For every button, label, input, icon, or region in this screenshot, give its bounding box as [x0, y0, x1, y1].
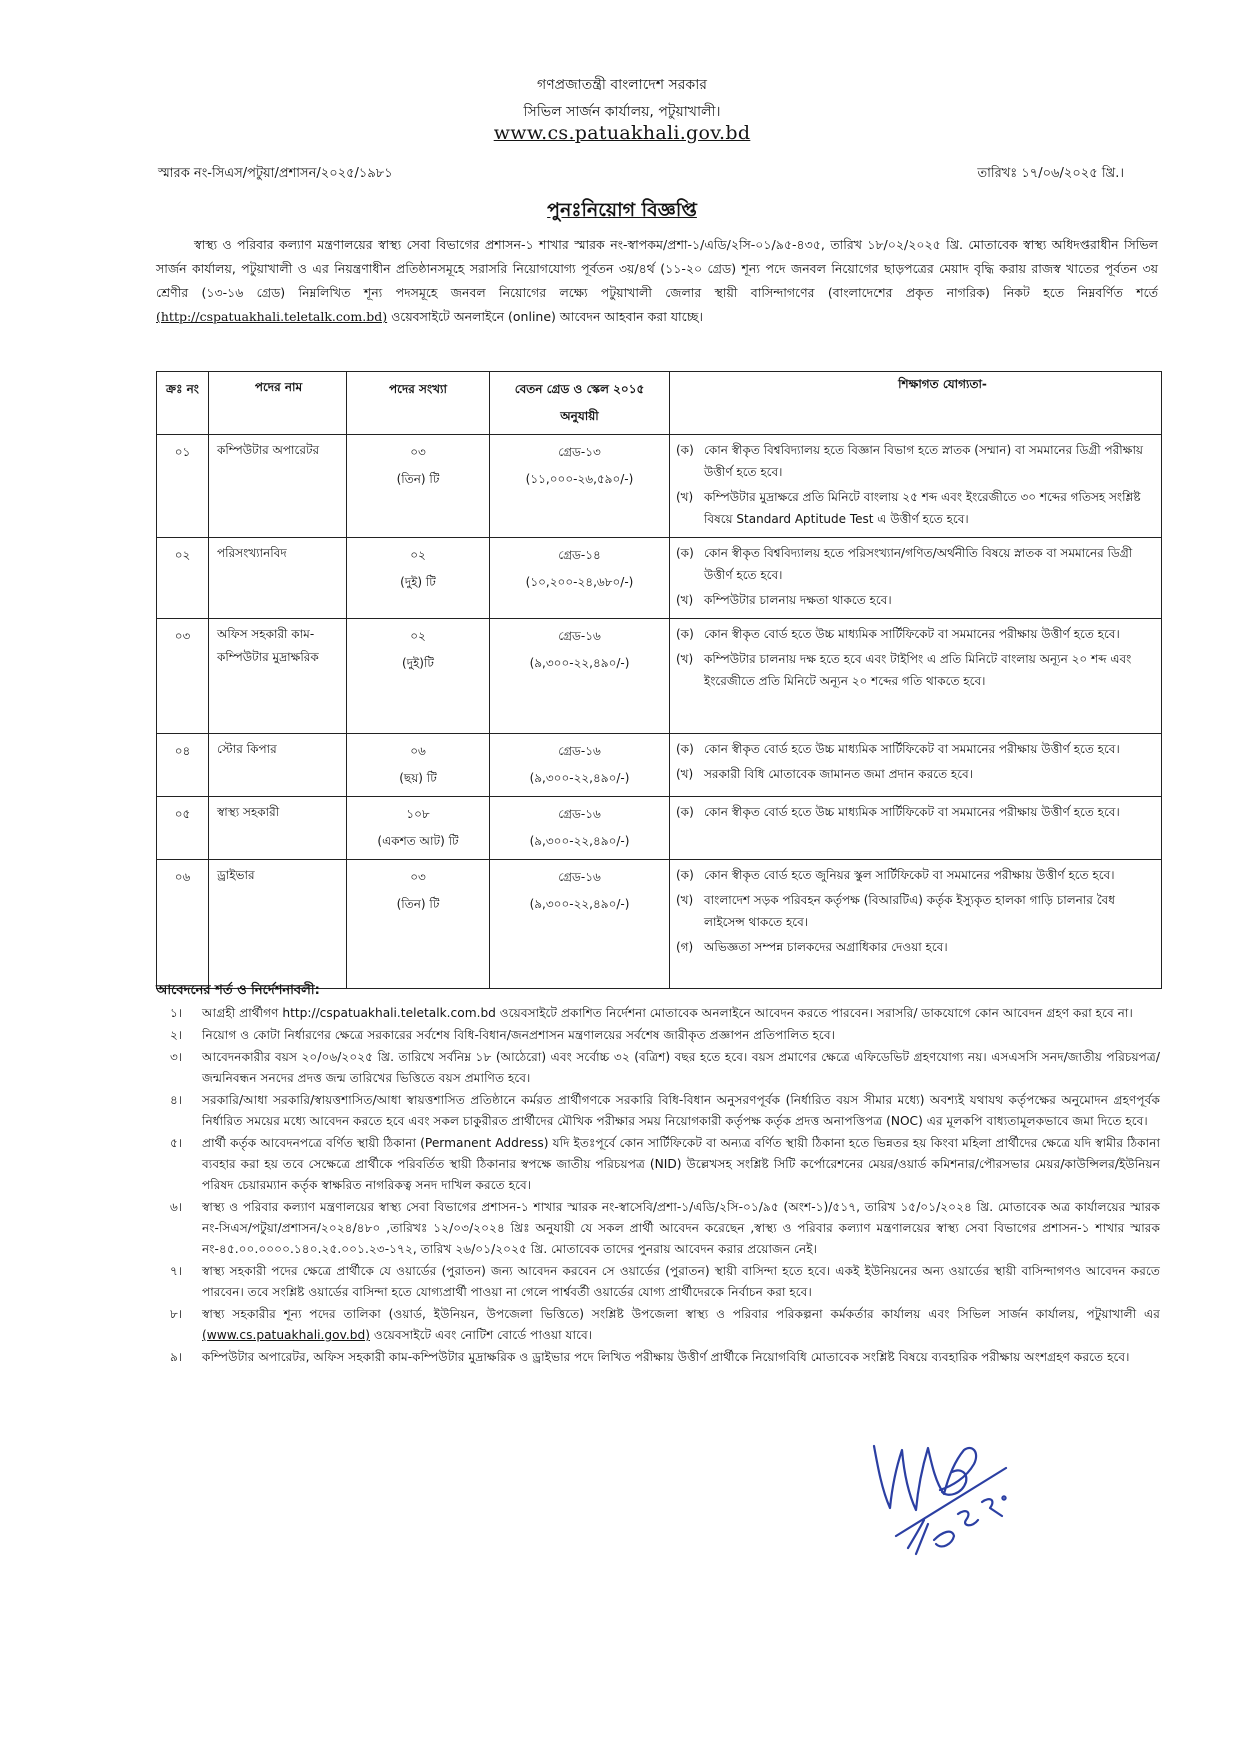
- row-post: স্বাস্থ্য সহকারী: [208, 797, 346, 859]
- row-qualification: [669, 860, 1161, 988]
- row-pay: [489, 797, 669, 859]
- header-pay: বেতন গ্রেড ও স্কেল ২০১৫ অনুযায়ী: [489, 372, 669, 434]
- row-pay: [489, 619, 669, 733]
- term-text-end: ওয়েবসাইটে এবং নোটিশ বোর্ডে পাওয়া যাবে।: [369, 1328, 593, 1342]
- row-count: [346, 619, 489, 733]
- qualification-text: কম্পিউটার চালনায় দক্ষতা থাকতে হবে।: [704, 593, 892, 607]
- header-serial: ক্রঃ নং: [166, 382, 199, 396]
- office-website-link[interactable]: www.cs.patuakhali.gov.bd: [493, 122, 751, 144]
- row-post: স্টোর কিপার: [208, 734, 346, 796]
- qualification-mark: (ক): [676, 443, 694, 457]
- term-item: [156, 1133, 1160, 1196]
- row-grade: গ্রেড-১৬: [558, 744, 601, 758]
- term-item: [156, 1047, 1160, 1089]
- notice-title: পুনঃনিয়োগ বিজ্ঞপ্তি: [547, 199, 697, 221]
- header-post: পদের নাম: [208, 372, 346, 434]
- qualification-line: [676, 623, 1155, 645]
- qualification-mark: (ক): [676, 805, 694, 819]
- qualification-line: [676, 936, 1155, 958]
- row-scale: (৯,৩০০-২২,৪৯০/-): [529, 771, 630, 785]
- government-name: গণপ্রজাতন্ত্রী বাংলাদেশ সরকার: [537, 77, 707, 93]
- header-qualification: শিক্ষাগত যোগ্যতা-: [669, 372, 1161, 434]
- row-pay: [489, 860, 669, 988]
- table-row: [157, 859, 1161, 988]
- memo-number: স্মারক নং-সিএস/পটুয়া/প্রশাসন/২০২৫/১৯৮১: [158, 166, 393, 181]
- row-qualification: [669, 797, 1161, 859]
- term-text-start: স্বাস্থ্য সহকারীর শূন্য পদের তালিকা (ওয়ার্ড, ইউনিয়ন, উপজেলা ভিত্তিতে) সংশ্লিষ্ট উপজেলা স্বাস্থ্য ও পরিবার পরিকল্পনা কর্মকর্তার কার্যালয় এবং সিভিল সার্জন কার্যালয়, পটুয়াখালী এর: [202, 1307, 1160, 1321]
- row-grade: গ্রেড-১৬: [558, 870, 601, 884]
- row-count-number: ০৬: [410, 744, 426, 758]
- row-scale: (৯,৩০০-২২,৪৯০/-): [529, 656, 630, 670]
- term-item: [156, 1261, 1160, 1303]
- row-scale: (৯,৩০০-২২,৪৯০/-): [529, 834, 630, 848]
- table-row: [157, 796, 1161, 859]
- term-text: নিয়োগ ও কোটা নির্ধারণের ক্ষেত্রে সরকারের সর্বশেষ বিধি-বিধান/জনপ্রশাসন মন্ত্রণালয়ের সর্বশেষ জারীকৃত প্রজ্ঞাপন প্রতিপালিত হবে।: [202, 1028, 835, 1042]
- row-serial: ০৫: [174, 807, 191, 821]
- row-count-words: (দুই) টি: [400, 575, 436, 589]
- term-number: ৯।: [170, 1350, 183, 1364]
- term-number: ৪।: [170, 1093, 183, 1107]
- office-website-link-inline[interactable]: (www.cs.patuakhali.gov.bd): [202, 1328, 370, 1342]
- qualification-line: [676, 589, 1155, 611]
- qualification-line: [676, 486, 1155, 530]
- term-item: [156, 1090, 1160, 1132]
- term-number: ৭।: [170, 1264, 183, 1278]
- qualification-line: [676, 648, 1155, 692]
- row-qualification: [669, 734, 1161, 796]
- term-text: প্রার্থী কর্তৃক আবেদনপত্রে বর্ণিত স্থায়ী ঠিকানা (Permanent Address) যদি ইতঃপূর্বে কোন সার্টিফিকেট বা অন্যত্র বর্ণিত স্থায়ী ঠিকানা হতে ভিন্নতর হয় কিংবা মহিলা প্রার্থীদের ক্ষেত্রে যদি স্বামীর ঠিকানা ব্যবহার করা হয় তবে সেক্ষেত্রে প্রার্থীকে পরিবর্তিত স্থায়ী ঠিকানার স্বপক্ষে জাতীয় পরিচয়পত্র (NID) উল্লেখসহ সংশ্লিষ্ট সিটি কর্পোরেশনের মেয়র/ওয়ার্ড কমিশনার/পৌরসভার মেয়র/কাউন্সিলর/ইউনিয়ন পরিষদ চেয়ারম্যান কর্তৃক স্বাক্ষরিত নাগরিকত্ব সনদ দাখিল করতে হবে।: [202, 1136, 1160, 1192]
- term-text: আবেদনকারীর বয়স ২০/০৬/২০২৫ খ্রি. তারিখে সর্বনিম্ন ১৮ (আঠেরো) এবং সর্বোচ্চ ৩২ (বত্রিশ) বছর হতে হবে। বয়স প্রমাণের ক্ষেত্রে এফিডেভিট গ্রহণযোগ্য নয়। এসএসসি সনদ/জাতীয় পরিচয়পত্র/জন্মনিবন্ধন সনদের প্রদত্ত জন্ম তারিখের ভিত্তিতে বয়স প্রমাণিত হবে।: [202, 1050, 1160, 1085]
- term-item: [156, 1025, 1160, 1046]
- row-scale: (৯,৩০০-২২,৪৯০/-): [529, 897, 630, 911]
- row-grade: গ্রেড-১৩: [558, 445, 601, 459]
- qualification-mark: (খ): [676, 767, 694, 781]
- qualification-line: [676, 801, 1155, 823]
- term-item: [156, 1304, 1160, 1346]
- term-text: আগ্রহী প্রার্থীগণ http://cspatuakhali.teletalk.com.bd ওয়েবসাইটে প্রকাশিত নির্দেশনা মোতাবেক অনলাইনে আবেদন করতে পারবেন। সরাসরি/ ডাকযোগে কোন আবেদন গ্রহণ করা হবে না।: [202, 1006, 1133, 1020]
- row-count: [346, 734, 489, 796]
- qualification-text: কম্পিউটার মুদ্রাক্ষরে প্রতি মিনিটে বাংলায় ২৫ শব্দ এবং ইংরেজীতে ৩০ শব্দের গতিসহ সংশ্লিষ্ট বিষয়ে Standard Aptitude Test এ উত্তীর্ণ হতে হবে।: [704, 490, 1141, 526]
- intro-paragraph: [156, 233, 1158, 329]
- row-pay: [489, 538, 669, 618]
- row-count-words: (দুই)টি: [402, 656, 434, 670]
- row-serial: ০১: [174, 445, 191, 459]
- row-post: ড্রাইভার: [208, 860, 346, 988]
- row-count: [346, 797, 489, 859]
- qualification-text: সরকারী বিধি মোতাবেক জামানত জমা প্রদান করতে হবে।: [704, 767, 974, 781]
- term-number: ৮।: [170, 1307, 183, 1321]
- application-site-link[interactable]: (http://cspatuakhali.teletalk.com.bd): [156, 309, 388, 324]
- term-number: ১।: [170, 1006, 183, 1020]
- table-row: [157, 733, 1161, 796]
- qualification-text: কোন স্বীকৃত বোর্ড হতে উচ্চ মাধ্যমিক সার্টিফিকেট বা সমমানের পরীক্ষায় উত্তীর্ণ হতে হবে।: [704, 627, 1120, 641]
- handwritten-signature: [856, 1428, 1026, 1598]
- row-count-words: (তিন) টি: [396, 472, 440, 486]
- table-row: [157, 618, 1161, 733]
- row-qualification: [669, 538, 1161, 618]
- row-count: [346, 538, 489, 618]
- row-post: পরিসংখ্যানবিদ: [208, 538, 346, 618]
- qualification-line: [676, 763, 1155, 785]
- row-count-words: (ছয়) টি: [399, 771, 437, 785]
- row-serial: ০২: [174, 548, 191, 562]
- qualification-line: [676, 738, 1155, 760]
- row-qualification: [669, 619, 1161, 733]
- qualification-mark: (খ): [676, 893, 694, 907]
- term-text: কম্পিউটার অপারেটর, অফিস সহকারী কাম-কম্পিউটার মুদ্রাক্ষরিক ও ড্রাইভার পদে লিখিত পরীক্ষায় উত্তীর্ণ প্রার্থীকে নিয়োগবিধি মোতাবেক সংশ্লিষ্ট বিষয়ে ব্যবহারিক পরীক্ষায় অংশগ্রহণ করতে হবে।: [202, 1350, 1130, 1364]
- qualification-mark: (খ): [676, 490, 694, 504]
- row-scale: (১১,০০০-২৬,৫৯০/-): [525, 472, 634, 486]
- qualification-line: [676, 889, 1155, 933]
- row-count-number: ০২: [410, 629, 426, 643]
- row-count-words: (তিন) টি: [396, 897, 440, 911]
- term-text: সরকারি/আধা সরকারি/স্বায়ত্তশাসিত/আধা স্বায়ত্তশাসিত প্রতিষ্ঠানে কর্মরত প্রার্থীগণকে সরকারি বিধি-বিধান অনুসরণপূর্বক (নির্ধারিত বয়স সীমার মধ্যে) অবশ্যই যথাযথ কর্তৃপক্ষের অনুমোদন গ্রহণপূর্বক নির্ধারিত সময়ের মধ্যে আবেদন করতে হবে এবং সকল চাকুরীরত প্রার্থীদের মৌখিক পরীক্ষার সময় নিয়োগকারী কর্তৃপক্ষ কর্তৃক প্রদত্ত অনাপত্তিপত্র (NOC) এর মূলকপি বাধ্যতামূলকভাবে জমা দিতে হবে।: [202, 1093, 1160, 1128]
- qualification-text: কম্পিউটার চালনায় দক্ষ হতে হবে এবং টাইপিং এ প্রতি মিনিটে বাংলায় অন্যূন ২০ শব্দ এবং ইংরেজীতে প্রতি মিনিটে অন্যূন ২০ শব্দের গতি থাকতে হবে।: [704, 652, 1132, 688]
- office-name: সিভিল সার্জন কার্যালয়, পটুয়াখালী।: [523, 104, 721, 120]
- qualification-line: [676, 439, 1155, 483]
- term-text: স্বাস্থ্য ও পরিবার কল্যাণ মন্ত্রণালয়ের স্বাস্থ্য সেবা বিভাগের প্রশাসন-১ শাখার স্মারক নং-স্বাসেবি/প্রশা-১/এডি/২সি-০১/৯৫ (অংশ-১)/৫১৭, তারিখ ১৫/০১/২০২৪ খ্রি. মোতাবেক অত্র কার্যালয়ের স্মারক নং-সিএস/পটুয়া/প্রশাসন/২০২৪/৪৮০ ,তারিখঃ ১২/০৩/২০২৪ খ্রিঃ অনুযায়ী যে সকল প্রার্থী আবেদন করেছেন ,স্বাস্থ্য ও পরিবার কল্যাণ মন্ত্রণালয়ের স্বাস্থ্য সেবা বিভাগের প্রশাসন-১ শাখার স্মারক নং-৪৫.০০.০০০০.১৪০.২৫.০০১.২৩-১৭২, তারিখ ২৬/০১/২০২৫ খ্রি. মোতাবেক তাদের পুনরায় আবেদন করার প্রয়োজন নেই।: [202, 1200, 1160, 1256]
- qualification-line: [676, 864, 1155, 886]
- row-post: অফিস সহকারী কাম-কম্পিউটার মুদ্রাক্ষরিক: [208, 619, 346, 733]
- row-pay: [489, 734, 669, 796]
- term-text: স্বাস্থ্য সহকারী পদের ক্ষেত্রে প্রার্থীকে যে ওয়ার্ডের (পুরাতন) জন্য আবেদন করবেন সে ওয়ার্ডের (পুরাতন) স্থায়ী বাসিন্দা হতে হবে। একই ইউনিয়নের অন্য ওয়ার্ডের স্থায়ী বাসিন্দাগণও আবেদন করতে পারবেন। তবে সংশ্লিষ্ট ওয়ার্ডের বাসিন্দা হতে যোগ্যপ্রার্থী পাওয়া না গেলে পার্শ্ববর্তী ওয়ার্ডের যোগ্য প্রার্থীদেরকে নির্বাচন করা হবে।: [202, 1264, 1160, 1299]
- row-grade: গ্রেড-১৪: [558, 548, 601, 562]
- row-serial: ০৬: [174, 870, 191, 884]
- term-number: ৬।: [170, 1200, 183, 1214]
- qualification-text: অভিজ্ঞতা সম্পন্ন চালকদের অগ্রাধিকার দেওয়া হবে।: [704, 940, 948, 954]
- qualification-mark: (খ): [676, 593, 694, 607]
- qualification-text: কোন স্বীকৃত বোর্ড হতে জুনিয়র স্কুল সার্টিফিকেট বা সমমানের পরীক্ষায় উত্তীর্ণ হতে হবে।: [704, 868, 1115, 882]
- row-pay: [489, 435, 669, 537]
- term-number: ৫।: [170, 1136, 183, 1150]
- row-serial: ০৪: [174, 744, 191, 758]
- header-count: পদের সংখ্যা: [346, 372, 489, 434]
- row-post: কম্পিউটার অপারেটর: [208, 435, 346, 537]
- row-count-words: (একশত আট) টি: [377, 834, 459, 848]
- term-item: [156, 1003, 1160, 1024]
- qualification-text: কোন স্বীকৃত বিশ্ববিদ্যালয় হতে পরিসংখ্যান/গণিত/অর্থনীতি বিষয়ে স্নাতক বা সমমানের ডিগ্রী উত্তীর্ণ হতে হবে।: [704, 546, 1133, 582]
- row-count-number: ০৩: [410, 445, 426, 459]
- qualification-mark: (ক): [676, 868, 694, 882]
- qualification-line: [676, 542, 1155, 586]
- row-serial: ০৩: [174, 629, 191, 643]
- qualification-mark: (খ): [676, 652, 694, 666]
- row-grade: গ্রেড-১৬: [558, 629, 601, 643]
- terms-heading: আবেদনের শর্ত ও নির্দেশনাবলী:: [156, 983, 320, 998]
- term-text: [202, 1304, 1160, 1346]
- table-header-row: [157, 372, 1161, 434]
- term-number: ৩।: [170, 1050, 183, 1064]
- row-count: [346, 860, 489, 988]
- qualification-mark: (ক): [676, 627, 694, 641]
- qualification-text: বাংলাদেশ সড়ক পরিবহন কর্তৃপক্ষ (বিআরটিএ) কর্তৃক ইস্যুকৃত হালকা গাড়ি চালনার বৈধ লাইসেন্স থাকতে হবে।: [704, 893, 1115, 929]
- row-count-number: ০৩: [410, 870, 426, 884]
- table-row: [157, 434, 1161, 537]
- qualification-text: কোন স্বীকৃত বিশ্ববিদ্যালয় হতে বিজ্ঞান বিভাগ হতে স্নাতক (সম্মান) বা সমমানের ডিগ্রী পরীক্ষায় উত্তীর্ণ হতে হবে।: [704, 443, 1143, 479]
- qualification-mark: (গ): [676, 940, 694, 954]
- qualification-text: কোন স্বীকৃত বোর্ড হতে উচ্চ মাধ্যমিক সার্টিফিকেট বা সমমানের পরীক্ষায় উত্তীর্ণ হতে হবে।: [704, 742, 1120, 756]
- qualification-text: কোন স্বীকৃত বোর্ড হতে উচ্চ মাধ্যমিক সার্টিফিকেট বা সমমানের পরীক্ষায় উত্তীর্ণ হতে হবে।: [704, 805, 1120, 819]
- row-count: [346, 435, 489, 537]
- term-number: ২।: [170, 1028, 183, 1042]
- intro-text-end: ওয়েবসাইটে অনলাইনে (online) আবেদন আহবান করা যাচ্ছে।: [387, 309, 703, 324]
- table-row: [157, 537, 1161, 618]
- row-grade: গ্রেড-১৬: [558, 807, 601, 821]
- row-qualification: [669, 435, 1161, 537]
- term-item: [156, 1347, 1160, 1368]
- row-count-number: ১০৮: [406, 807, 430, 821]
- qualification-mark: (ক): [676, 546, 694, 560]
- term-item: [156, 1197, 1160, 1260]
- terms-list: [156, 1003, 1160, 1369]
- memo-date: তারিখঃ ১৭/০৬/২০২৫ খ্রি.।: [977, 166, 1124, 181]
- intro-text: স্বাস্থ্য ও পরিবার কল্যাণ মন্ত্রণালয়ের স্বাস্থ্য সেবা বিভাগের প্রশাসন-১ শাখার স্মারক নং-স্বাপকম/প্রশা-১/এডি/২সি-০১/৯৫-৪৩৫, তারিখ ১৮/০২/২০২৫ খ্রি. মোতাবেক স্বাস্থ্য অধিদপ্তরাধীন সিভিল সার্জন কার্যালয়, পটুয়াখালী ও এর নিয়ন্ত্রণাধীন প্রতিষ্ঠানসমূহে সরাসরি নিয়োগযোগ্য পূর্বতন ৩য়/৪র্থ (১১-২০ গ্রেড) শূন্য পদে জনবল নিয়োগের ছাড়পত্রের মেয়াদ বৃদ্ধি করায় রাজস্ব খাতের পূর্বতন ৩য় শ্রেণীর (১৩-১৬ গ্রেড) নিম্নলিখিত শূন্য পদসমূহে জনবল নিয়োগের লক্ষ্যে পটুয়াখালী জেলার স্থায়ী বাসিন্দাগণের (বাংলাদেশের প্রকৃত নাগরিক) নিকট হতে নিম্নবর্ণিত শর্তে: [156, 237, 1158, 300]
- row-scale: (১০,২০০-২৪,৬৮০/-): [525, 575, 634, 589]
- row-count-number: ০২: [410, 548, 426, 562]
- qualification-mark: (ক): [676, 742, 694, 756]
- posts-table: [156, 371, 1162, 989]
